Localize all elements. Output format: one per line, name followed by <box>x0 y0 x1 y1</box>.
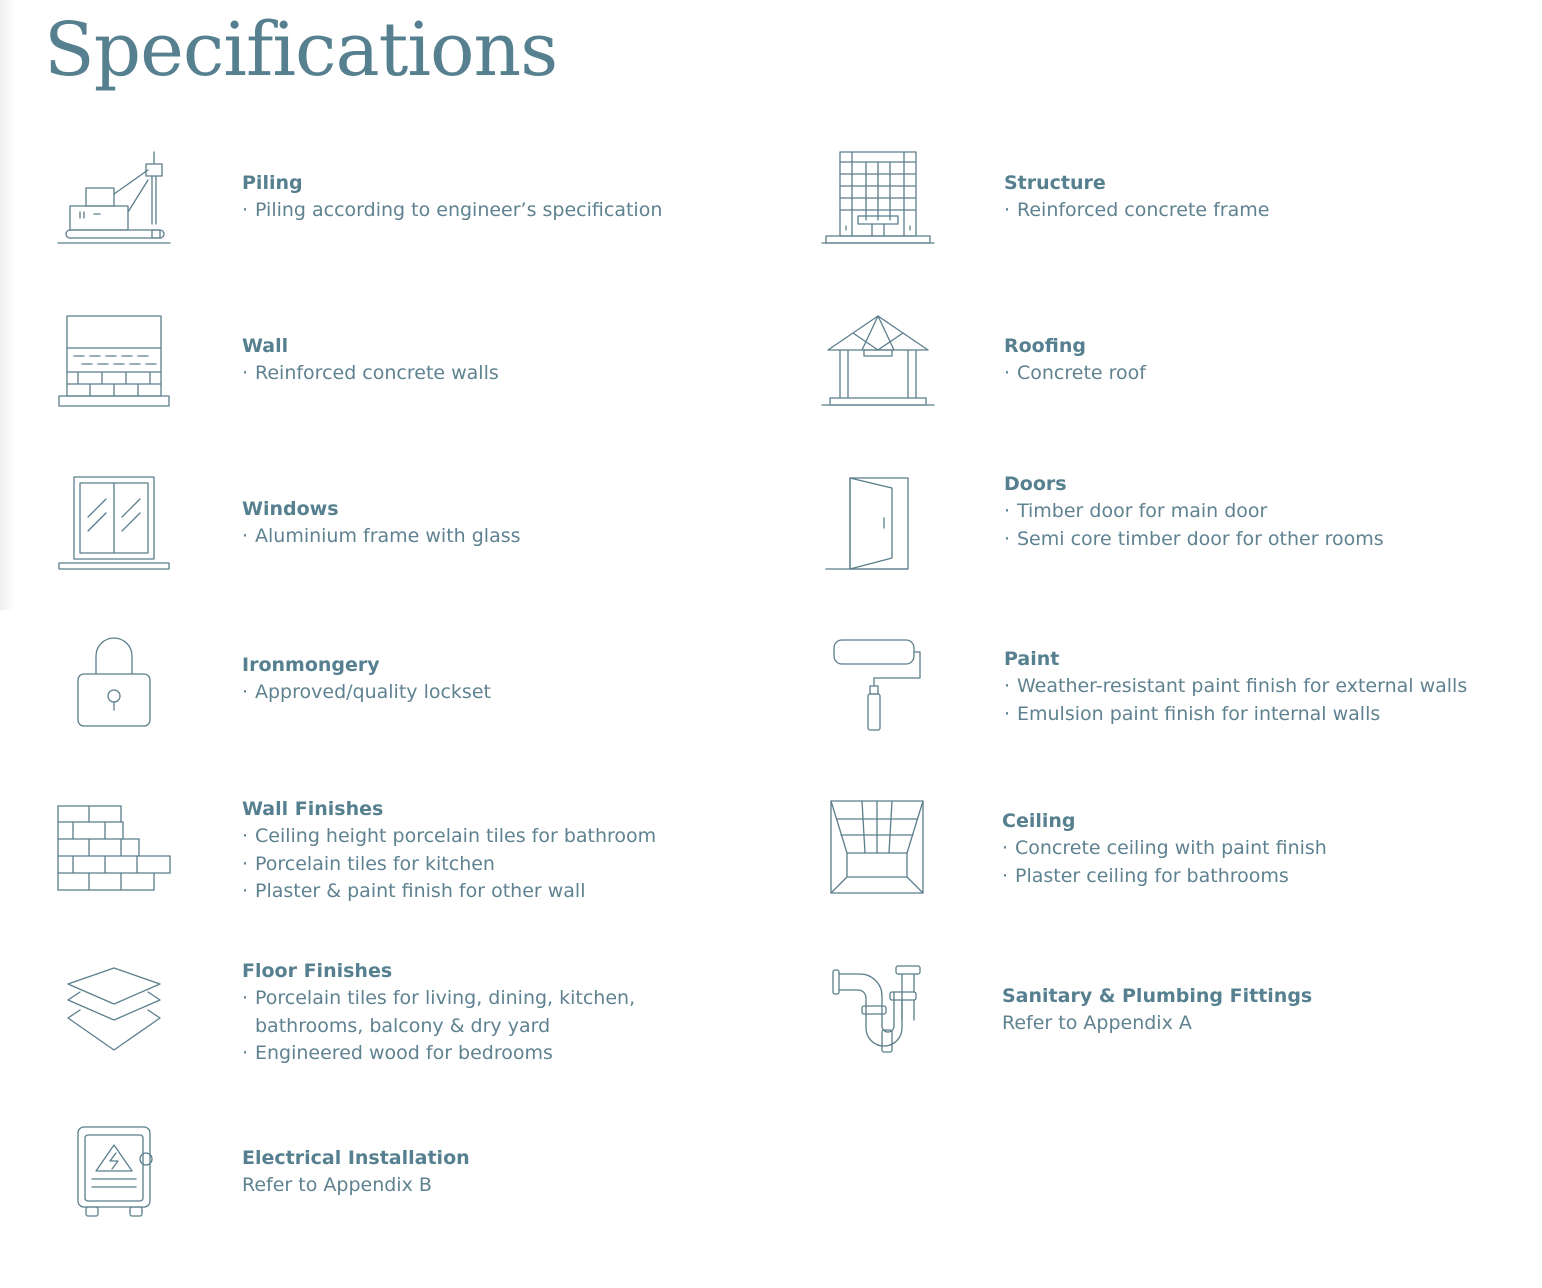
ceiling-grid-icon <box>829 799 925 895</box>
spec-item: · Emulsion paint finish for internal walls <box>1004 702 1381 725</box>
spec-title: Windows <box>242 498 339 520</box>
spec-title: Electrical Installation <box>242 1147 470 1169</box>
spec-item: · Porcelain tiles for kitchen <box>242 852 495 875</box>
spec-item: · Concrete ceiling with paint finish <box>1002 837 1327 859</box>
spec-title: Wall <box>242 335 289 357</box>
door-icon <box>824 476 914 572</box>
page-title: Specifications <box>44 7 558 93</box>
spec-item: · Approved/quality lockset <box>242 681 491 703</box>
spec-item: · Reinforced concrete walls <box>242 362 499 384</box>
spec-note: Refer to Appendix B <box>242 1174 432 1196</box>
spec-title: Ironmongery <box>242 654 380 676</box>
spec-title: Ceiling <box>1002 810 1076 832</box>
padlock-icon <box>76 636 154 730</box>
spec-note: Refer to Appendix A <box>1002 1012 1192 1034</box>
spec-title: Wall Finishes <box>242 798 384 820</box>
roof-icon <box>822 312 936 408</box>
electrical-panel-icon <box>76 1125 156 1221</box>
spec-item: bathrooms, balcony & dry yard <box>255 1014 551 1037</box>
page-edge-shadow <box>0 0 14 610</box>
spec-item: · Weather-resistant paint finish for external walls <box>1004 675 1468 697</box>
floor-layers-icon <box>66 966 164 1054</box>
wall-section-icon <box>58 314 172 408</box>
spec-title: Paint <box>1004 648 1060 670</box>
spec-title: Structure <box>1004 172 1106 194</box>
spec-item: · Concrete roof <box>1004 362 1146 384</box>
spec-item: · Engineered wood for bedrooms <box>242 1042 553 1064</box>
spec-item: · Piling according to engineer’s specification <box>242 199 663 221</box>
spec-item: · Timber door for main door <box>1004 500 1268 522</box>
window-icon <box>58 475 172 571</box>
spec-title: Roofing <box>1004 335 1086 357</box>
spec-item: · Aluminium frame with glass <box>242 525 521 547</box>
paint-roller-icon <box>832 638 924 734</box>
spec-item: · Reinforced concrete frame <box>1004 199 1270 221</box>
brick-tiles-icon <box>57 804 173 892</box>
plumbing-pipe-icon <box>830 962 926 1058</box>
spec-title: Piling <box>242 172 303 194</box>
building-frame-icon <box>822 150 936 246</box>
spec-item: · Porcelain tiles for living, dining, kitchen, <box>242 987 636 1009</box>
spec-item: · Ceiling height porcelain tiles for bathroom <box>242 825 657 847</box>
spec-title: Doors <box>1004 473 1067 495</box>
piling-rig-icon <box>58 150 172 246</box>
spec-item: · Plaster & paint finish for other wall <box>242 880 586 902</box>
spec-item: · Semi core timber door for other rooms <box>1004 527 1384 550</box>
spec-title: Floor Finishes <box>242 960 393 982</box>
spec-title: Sanitary & Plumbing Fittings <box>1002 985 1313 1007</box>
spec-item: · Plaster ceiling for bathrooms <box>1002 864 1289 887</box>
